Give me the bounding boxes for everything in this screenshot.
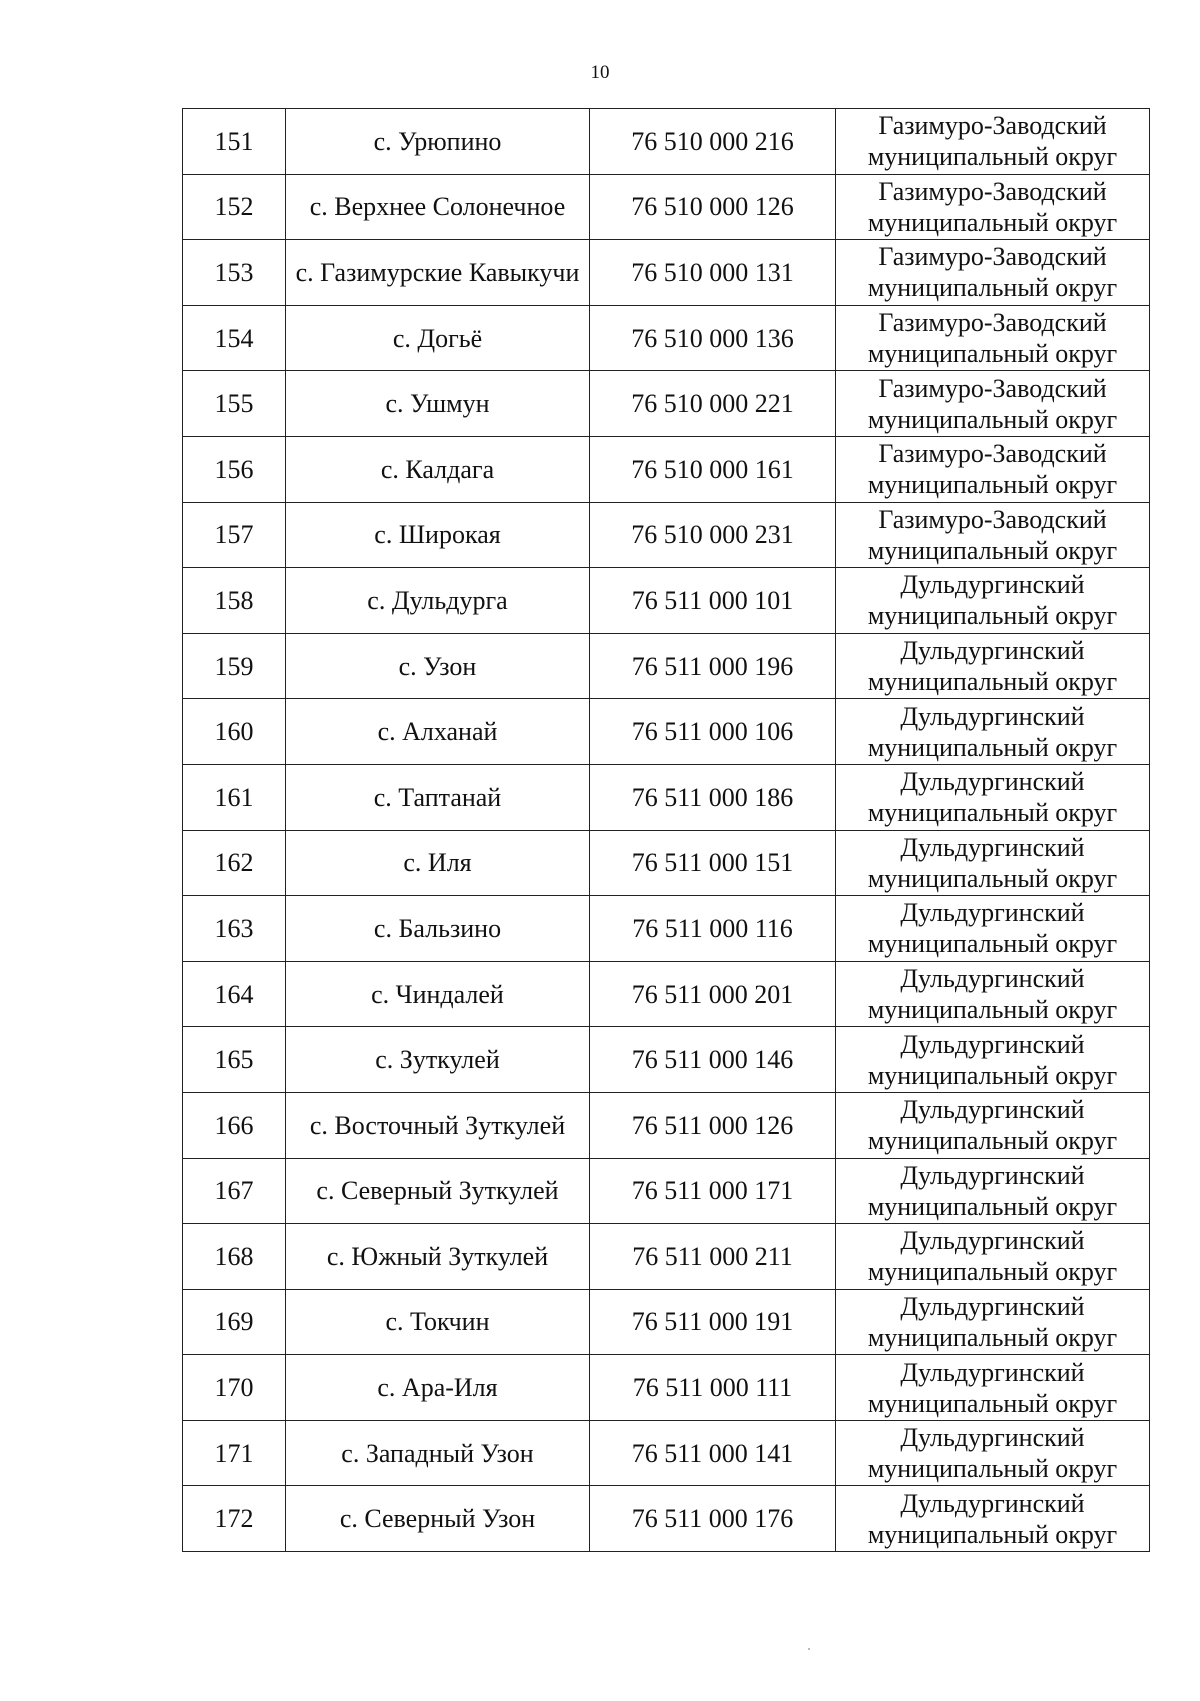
row-number-cell: 151 [183, 109, 286, 175]
oktmo-code-cell: 76 511 000 211 [590, 1224, 836, 1290]
oktmo-code-cell: 76 510 000 161 [590, 436, 836, 502]
district-cell [836, 764, 1150, 830]
district-type: муниципальный округ [867, 339, 1118, 369]
table-row [183, 568, 1150, 634]
district-cell [836, 830, 1150, 896]
district-type: муниципальный округ [867, 470, 1118, 500]
district-type: муниципальный округ [867, 1257, 1118, 1287]
district-name: Газимуро-Заводский [878, 504, 1107, 534]
district-type: муниципальный округ [867, 863, 1118, 893]
settlement-name-cell: с. Ушмун [286, 371, 590, 437]
oktmo-code-cell: 76 511 000 186 [590, 764, 836, 830]
row-number-cell: 168 [183, 1224, 286, 1290]
table-row [183, 240, 1150, 306]
settlement-name-cell: с. Догьё [286, 305, 590, 371]
table-row [183, 1486, 1150, 1552]
oktmo-code-cell: 76 511 000 101 [590, 568, 836, 634]
settlement-name-cell: с. Восточный Зуткулей [286, 1092, 590, 1158]
oktmo-code-cell: 76 510 000 231 [590, 502, 836, 568]
oktmo-code-cell: 76 511 000 196 [590, 633, 836, 699]
district-cell [836, 1224, 1150, 1290]
table-row [183, 764, 1150, 830]
district-name: Газимуро-Заводский [878, 308, 1107, 338]
district-type: муниципальный округ [867, 273, 1118, 303]
row-number-cell: 160 [183, 699, 286, 765]
district-name: Газимуро-Заводский [878, 242, 1107, 272]
oktmo-code-cell: 76 510 000 126 [590, 174, 836, 240]
district-type: муниципальный округ [867, 798, 1118, 828]
row-number-cell: 155 [183, 371, 286, 437]
district-type: муниципальный округ [867, 1454, 1118, 1484]
district-name: Газимуро-Заводский [878, 439, 1107, 469]
settlement-name-cell: с. Алханай [286, 699, 590, 765]
oktmo-code-cell: 76 511 000 201 [590, 961, 836, 1027]
table-row [183, 109, 1150, 175]
row-number-cell: 171 [183, 1420, 286, 1486]
district-type: муниципальный округ [867, 142, 1118, 172]
district-name: Газимуро-Заводский [878, 176, 1107, 206]
row-number-cell: 170 [183, 1355, 286, 1421]
table-row [183, 174, 1150, 240]
settlements-table [182, 108, 1150, 1552]
district-cell [836, 1420, 1150, 1486]
oktmo-code-cell: 76 511 000 191 [590, 1289, 836, 1355]
scan-speck [808, 1648, 810, 1650]
row-number-cell: 153 [183, 240, 286, 306]
table-row [183, 502, 1150, 568]
district-cell [836, 1486, 1150, 1552]
district-name: Дульдургинский [900, 832, 1085, 862]
row-number-cell: 157 [183, 502, 286, 568]
settlement-name-cell: с. Токчин [286, 1289, 590, 1355]
row-number-cell: 156 [183, 436, 286, 502]
oktmo-code-cell: 76 511 000 176 [590, 1486, 836, 1552]
district-name: Газимуро-Заводский [878, 111, 1107, 141]
district-cell [836, 436, 1150, 502]
row-number-cell: 169 [183, 1289, 286, 1355]
oktmo-code-cell: 76 511 000 116 [590, 896, 836, 962]
district-type: муниципальный округ [867, 1322, 1118, 1352]
row-number-cell: 164 [183, 961, 286, 1027]
table-row [183, 1224, 1150, 1290]
oktmo-code-cell: 76 510 000 216 [590, 109, 836, 175]
row-number-cell: 167 [183, 1158, 286, 1224]
district-cell [836, 1027, 1150, 1093]
row-number-cell: 159 [183, 633, 286, 699]
district-cell [836, 109, 1150, 175]
settlement-name-cell: с. Таптанай [286, 764, 590, 830]
settlement-name-cell: с. Урюпино [286, 109, 590, 175]
table-row [183, 371, 1150, 437]
row-number-cell: 163 [183, 896, 286, 962]
oktmo-code-cell: 76 511 000 111 [590, 1355, 836, 1421]
settlement-name-cell: с. Ара-Иля [286, 1355, 590, 1421]
district-cell [836, 1158, 1150, 1224]
district-name: Дульдургинский [900, 570, 1085, 600]
district-type: муниципальный округ [867, 1388, 1118, 1418]
settlement-name-cell: с. Южный Зуткулей [286, 1224, 590, 1290]
district-cell [836, 961, 1150, 1027]
oktmo-code-cell: 76 511 000 151 [590, 830, 836, 896]
row-number-cell: 152 [183, 174, 286, 240]
oktmo-code-cell: 76 511 000 171 [590, 1158, 836, 1224]
district-name: Дульдургинский [900, 1357, 1085, 1387]
district-type: муниципальный округ [867, 404, 1118, 434]
district-name: Газимуро-Заводский [878, 373, 1107, 403]
district-cell [836, 896, 1150, 962]
district-type: муниципальный округ [867, 995, 1118, 1025]
settlement-name-cell: с. Бальзино [286, 896, 590, 962]
district-cell [836, 305, 1150, 371]
district-name: Дульдургинский [900, 1488, 1085, 1518]
table-row [183, 1420, 1150, 1486]
table-row [183, 1027, 1150, 1093]
settlement-name-cell: с. Северный Узон [286, 1486, 590, 1552]
district-name: Дульдургинский [900, 1095, 1085, 1125]
district-name: Дульдургинский [900, 1160, 1085, 1190]
district-cell [836, 1092, 1150, 1158]
table-row [183, 436, 1150, 502]
settlement-name-cell: с. Газимурские Кавыкучи [286, 240, 590, 306]
table-row [183, 896, 1150, 962]
district-type: муниципальный округ [867, 732, 1118, 762]
district-name: Дульдургинский [900, 898, 1085, 928]
row-number-cell: 172 [183, 1486, 286, 1552]
table-body [183, 109, 1150, 1552]
settlement-name-cell: с. Иля [286, 830, 590, 896]
oktmo-code-cell: 76 511 000 141 [590, 1420, 836, 1486]
district-name: Дульдургинский [900, 1029, 1085, 1059]
oktmo-code-cell: 76 511 000 106 [590, 699, 836, 765]
row-number-cell: 158 [183, 568, 286, 634]
table-row [183, 961, 1150, 1027]
district-cell [836, 633, 1150, 699]
district-cell [836, 240, 1150, 306]
district-type: муниципальный округ [867, 929, 1118, 959]
district-name: Дульдургинский [900, 1291, 1085, 1321]
row-number-cell: 154 [183, 305, 286, 371]
settlement-name-cell: с. Верхнее Солонечное [286, 174, 590, 240]
district-type: муниципальный округ [867, 1126, 1118, 1156]
table-row [183, 1355, 1150, 1421]
district-name: Дульдургинский [900, 701, 1085, 731]
district-type: муниципальный округ [867, 1060, 1118, 1090]
oktmo-code-cell: 76 510 000 221 [590, 371, 836, 437]
row-number-cell: 165 [183, 1027, 286, 1093]
district-type: муниципальный округ [867, 667, 1118, 697]
settlement-name-cell: с. Чиндалей [286, 961, 590, 1027]
district-cell [836, 1289, 1150, 1355]
table-row [183, 830, 1150, 896]
settlement-name-cell: с. Зуткулей [286, 1027, 590, 1093]
district-type: муниципальный округ [867, 535, 1118, 565]
district-name: Дульдургинский [900, 1226, 1085, 1256]
table-row [183, 1158, 1150, 1224]
district-name: Дульдургинский [900, 964, 1085, 994]
settlement-name-cell: с. Дульдурга [286, 568, 590, 634]
oktmo-code-cell: 76 510 000 131 [590, 240, 836, 306]
row-number-cell: 161 [183, 764, 286, 830]
table-row [183, 633, 1150, 699]
settlement-name-cell: с. Широкая [286, 502, 590, 568]
settlement-name-cell: с. Калдага [286, 436, 590, 502]
settlement-name-cell: с. Северный Зуткулей [286, 1158, 590, 1224]
page-number: 10 [590, 62, 610, 83]
district-cell [836, 699, 1150, 765]
district-name: Дульдургинский [900, 636, 1085, 666]
table-row [183, 305, 1150, 371]
district-name: Дульдургинский [900, 767, 1085, 797]
row-number-cell: 166 [183, 1092, 286, 1158]
district-cell [836, 502, 1150, 568]
district-name: Дульдургинский [900, 1423, 1085, 1453]
oktmo-code-cell: 76 511 000 146 [590, 1027, 836, 1093]
settlement-name-cell: с. Западный Узон [286, 1420, 590, 1486]
oktmo-code-cell: 76 510 000 136 [590, 305, 836, 371]
district-type: муниципальный округ [867, 1519, 1118, 1549]
district-cell [836, 371, 1150, 437]
district-type: муниципальный округ [867, 601, 1118, 631]
table-row [183, 699, 1150, 765]
district-type: муниципальный округ [867, 1191, 1118, 1221]
settlement-name-cell: с. Узон [286, 633, 590, 699]
row-number-cell: 162 [183, 830, 286, 896]
district-type: муниципальный округ [867, 207, 1118, 237]
table-row [183, 1092, 1150, 1158]
district-cell [836, 1355, 1150, 1421]
district-cell [836, 174, 1150, 240]
table-row [183, 1289, 1150, 1355]
oktmo-code-cell: 76 511 000 126 [590, 1092, 836, 1158]
district-cell [836, 568, 1150, 634]
